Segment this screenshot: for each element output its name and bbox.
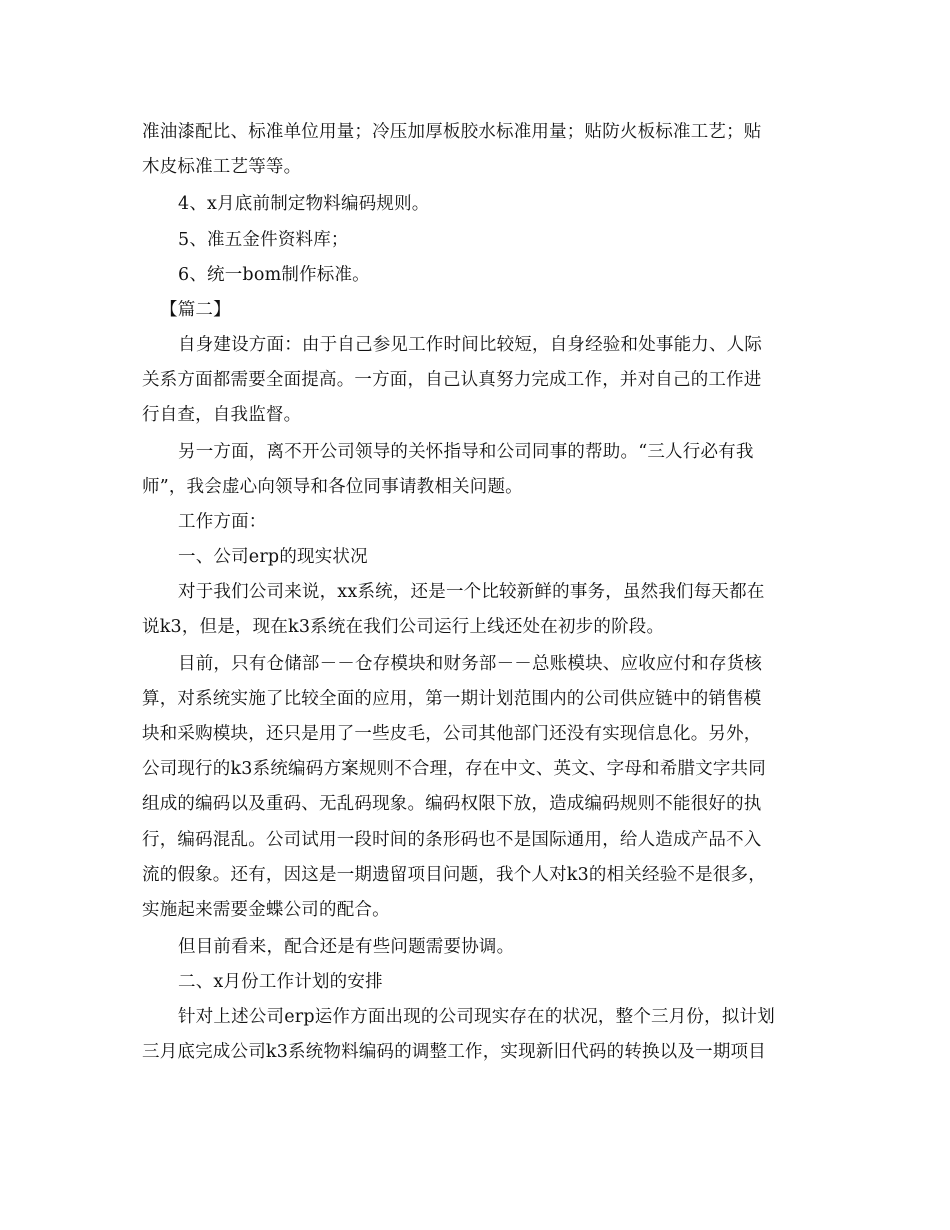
paragraph-line: 对于我们公司来说，xx系统，还是一个比较新鲜的事务，虽然我们每天都在: [178, 582, 765, 602]
paragraph-line: 针对上述公司erp运作方面出现的公司现实存在的状况，整个三月份，拟计划: [178, 1007, 775, 1027]
paragraph-line: 目前，只有仓储部－－仓存模块和财务部－－总账模块、应收应付和存货核: [178, 654, 763, 674]
paragraph-line: 关系方面都需要全面提高。一方面，自己认真努力完成工作，并对自己的工作进: [142, 370, 762, 390]
paragraph-line: 公司现行的k3系统编码方案规则不合理，存在中文、英文、字母和希腊文字共同: [142, 759, 766, 779]
paragraph-line: 行，编码混乱。公司试用一段时间的条形码也不是国际通用，给人造成产品不入: [142, 830, 762, 850]
paragraph-line: 流的假象。还有，因这是一期遗留项目问题，我个人对k3的相关经验不是很多，: [142, 865, 766, 885]
paragraph-line: 实施起来需要金蝶公司的配合。: [142, 900, 390, 920]
paragraph-line: 准油漆配比、标准单位用量；冷压加厚板胶水标准用量；贴防火板标准工艺；贴: [142, 122, 762, 142]
list-item: 6、统一bom制作标准。: [178, 265, 370, 285]
subheading: 一、公司erp的现实状况: [178, 547, 368, 567]
paragraph-line: 自身建设方面：由于自己参见工作时间比较短，自身经验和处事能力、人际: [178, 335, 763, 355]
paragraph-line: 算，对系统实施了比较全面的应用，第一期计划范围内的公司供应链中的销售模: [142, 689, 762, 709]
paragraph-line: 但目前看来，配合还是有些问题需要协调。: [178, 937, 515, 957]
paragraph-line: 块和采购模块，还只是用了一些皮毛，公司其他部门还没有实现信息化。另外，: [142, 724, 762, 744]
paragraph-line: 师”，我会虚心向领导和各位同事请教相关问题。: [142, 477, 523, 497]
list-item: 4、x月底前制定物料编码规则。: [178, 194, 430, 214]
paragraph-line: 说k3，但是，现在k3系统在我们公司运行上线还处在初步的阶段。: [142, 617, 665, 637]
paragraph-line: 行自查，自我监督。: [142, 405, 302, 425]
paragraph-line: 木皮标准工艺等等。: [142, 157, 302, 177]
subheading: 工作方面：: [178, 512, 267, 532]
subheading: 二、x月份工作计划的安排: [178, 972, 383, 992]
paragraph-line: 三月底完成公司k3系统物料编码的调整工作，实现新旧代码的转换以及一期项目: [142, 1042, 766, 1062]
paragraph-line: 另一方面，离不开公司领导的关怀指导和公司同事的帮助。“三人行必有我: [178, 442, 754, 462]
paragraph-line: 组成的编码以及重码、无乱码现象。编码权限下放，造成编码规则不能很好的执: [142, 794, 762, 814]
section-heading: 【篇二】: [160, 300, 231, 320]
list-item: 5、准五金件资料库；: [178, 230, 349, 250]
